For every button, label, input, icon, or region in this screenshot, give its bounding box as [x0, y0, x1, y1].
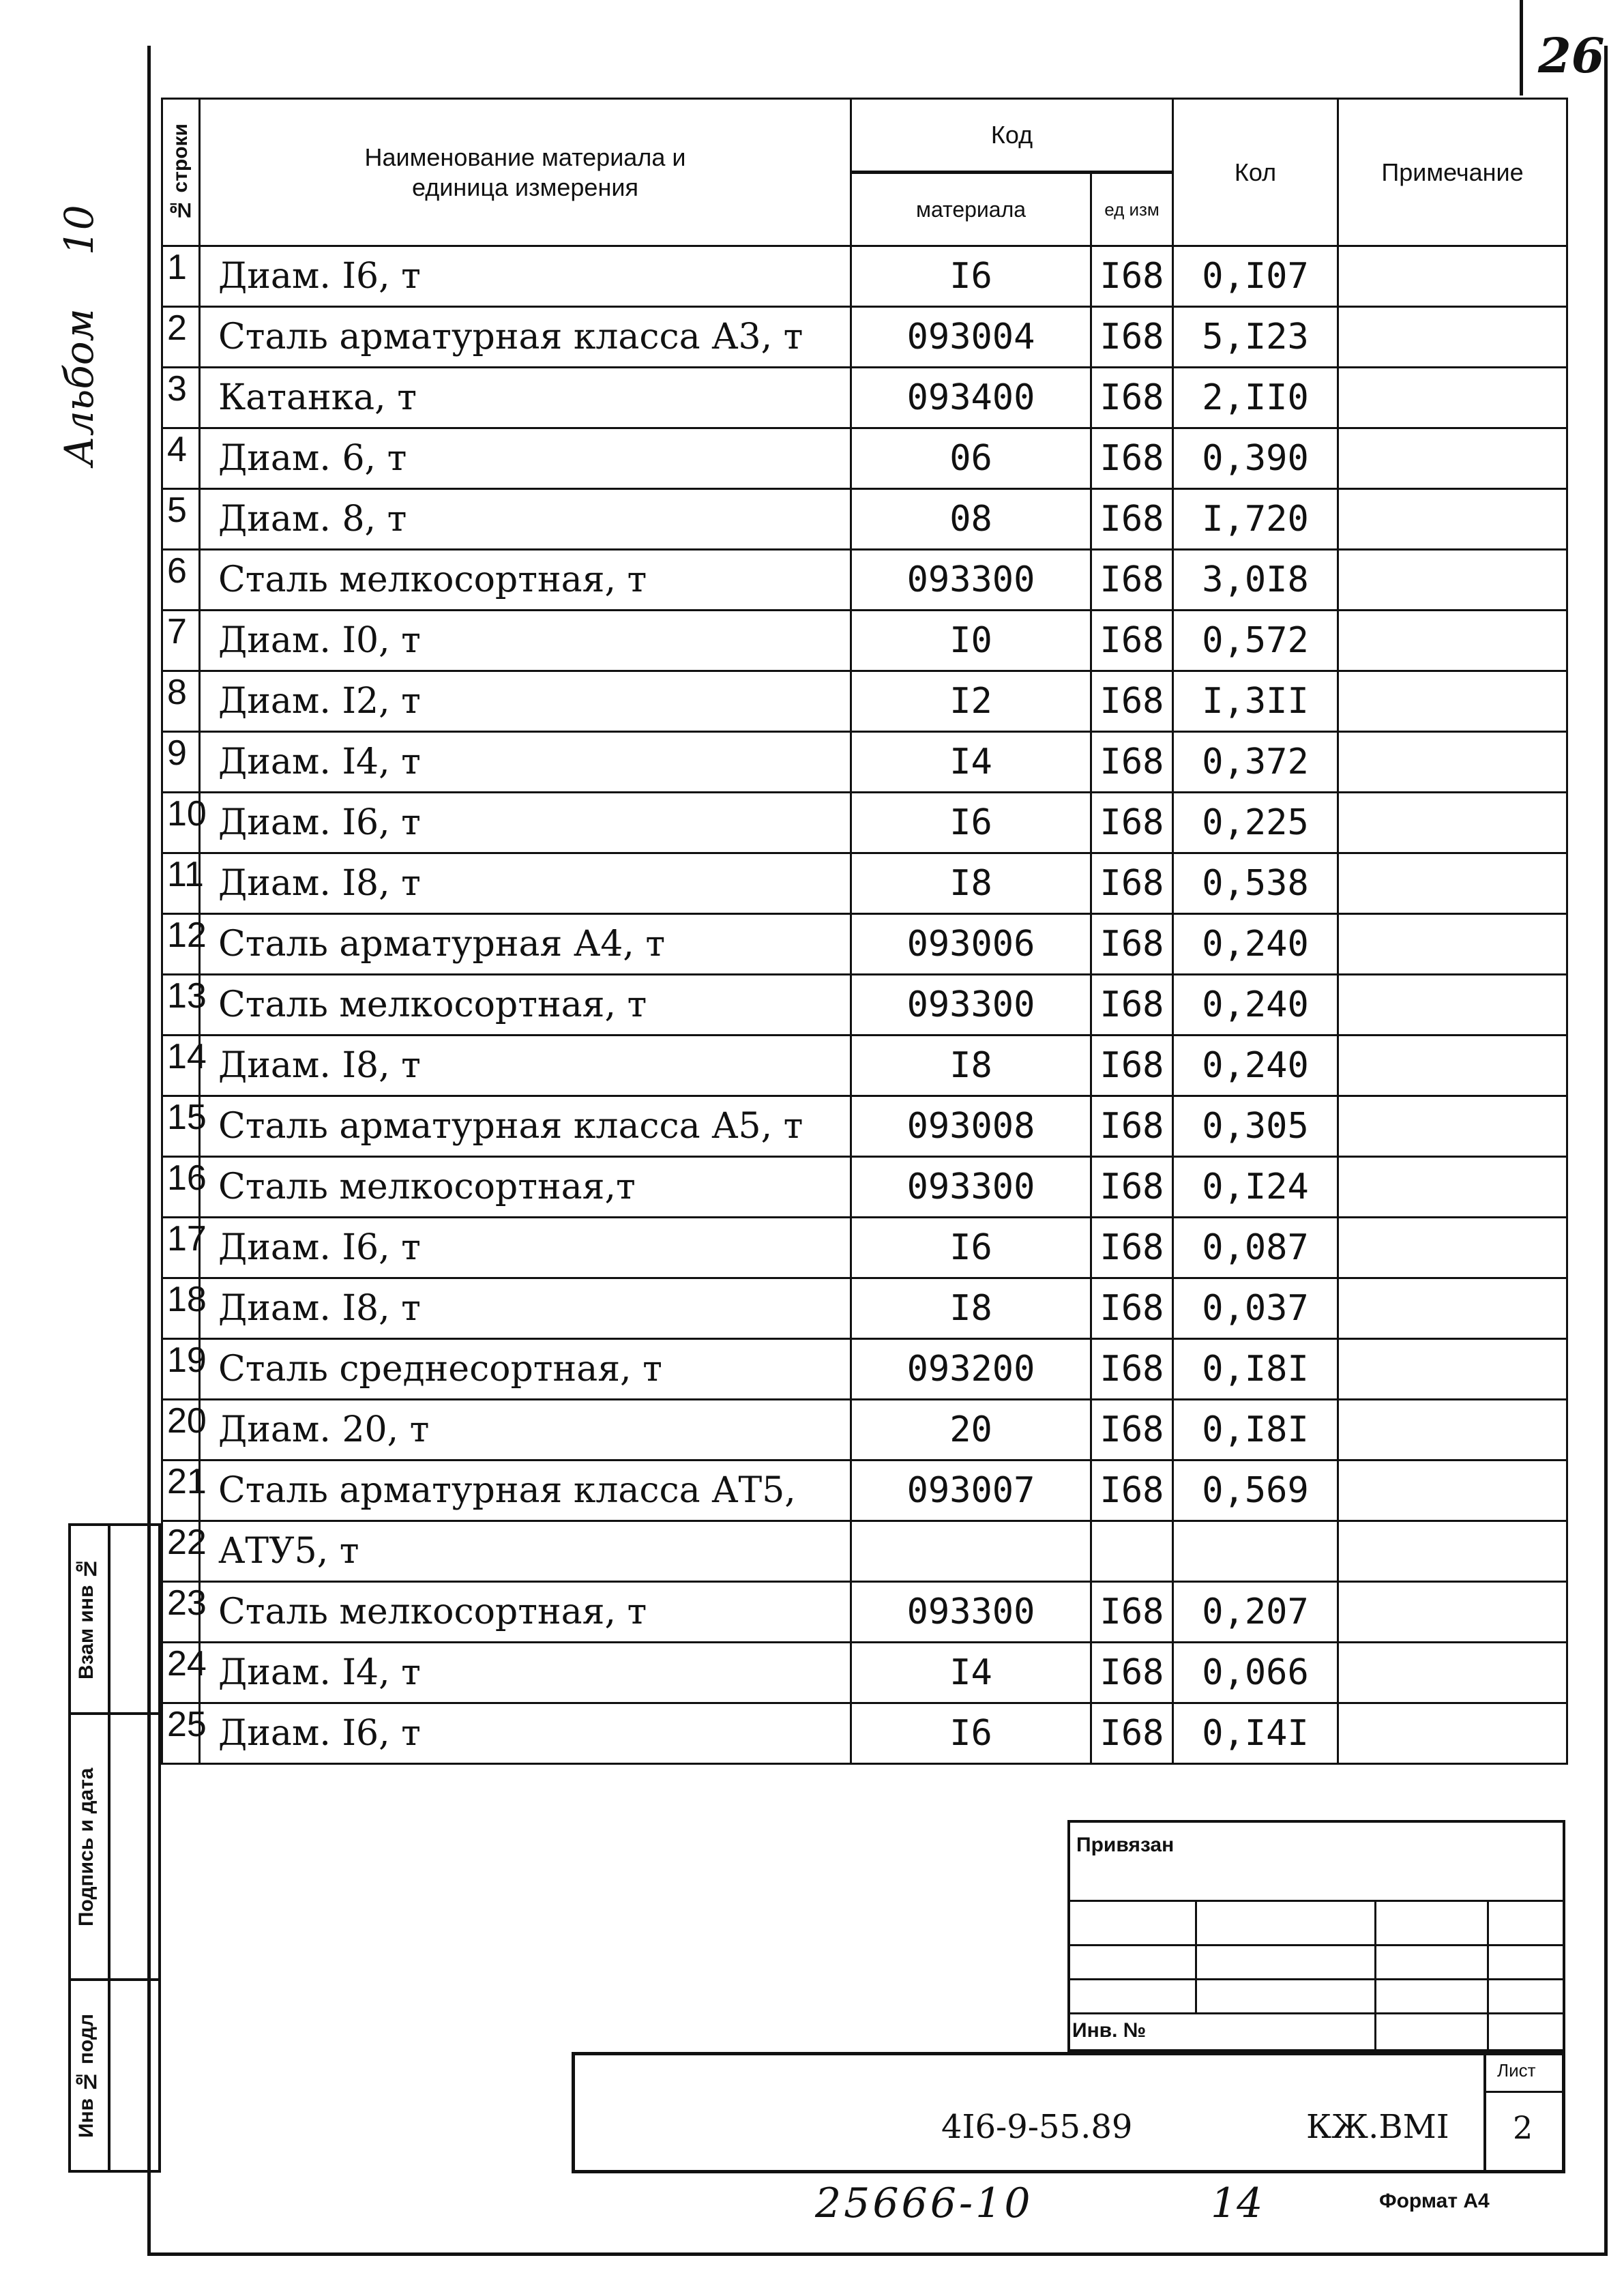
unit-code: I68 [1091, 732, 1173, 793]
side-stamp-podpis: Подпись и дата [75, 1767, 98, 1926]
quantity: I,720 [1173, 489, 1338, 550]
material-name: Диам. I2, т [200, 671, 851, 732]
table-row [162, 246, 1567, 307]
note [1338, 307, 1567, 368]
unit-code: I68 [1091, 246, 1173, 307]
material-spec-table [161, 98, 1568, 1765]
material-name: Диам. I4, т [200, 732, 851, 793]
unit-code: I68 [1091, 550, 1173, 611]
material-code: 093200 [851, 1339, 1091, 1400]
quantity: 0,569 [1173, 1461, 1338, 1521]
note [1338, 246, 1567, 307]
unit-code: I68 [1091, 1339, 1173, 1400]
material-code: 093300 [851, 1157, 1091, 1218]
material-name: Диам. 8, т [200, 489, 851, 550]
table-row [162, 732, 1567, 793]
binding-line-1 [1067, 1900, 1565, 1902]
material-name: Диам. 6, т [200, 428, 851, 489]
note [1338, 550, 1567, 611]
material-name: Диам. I8, т [200, 853, 851, 914]
title-sheet-number: 2 [1513, 2109, 1533, 2146]
unit-code: I68 [1091, 853, 1173, 914]
table-row [162, 1643, 1567, 1703]
material-code: I8 [851, 853, 1091, 914]
material-name: Сталь арматурная А4, т [200, 914, 851, 975]
side-stamp-divider-2 [68, 1978, 161, 1981]
table-row [162, 1096, 1567, 1157]
unit-code: I68 [1091, 1157, 1173, 1218]
material-code: 20 [851, 1400, 1091, 1461]
material-name: Сталь мелкосортная,т [200, 1157, 851, 1218]
row-number: 3 [162, 368, 200, 428]
note [1338, 914, 1567, 975]
unit-code [1091, 1521, 1173, 1582]
material-name: Диам. I6, т [200, 793, 851, 853]
note [1338, 1703, 1567, 1764]
material-name: Диам. I6, т [200, 1218, 851, 1278]
material-code: I2 [851, 671, 1091, 732]
material-code: 093300 [851, 975, 1091, 1036]
row-number: 9 [162, 732, 200, 793]
unit-code: I68 [1091, 1096, 1173, 1157]
material-name: Диам. I8, т [200, 1278, 851, 1339]
quantity: 0,225 [1173, 793, 1338, 853]
unit-code: I68 [1091, 1582, 1173, 1643]
header-code-group: Код [851, 99, 1173, 173]
material-code: 093008 [851, 1096, 1091, 1157]
quantity: 0,207 [1173, 1582, 1338, 1643]
table-row [162, 1218, 1567, 1278]
material-code [851, 1521, 1091, 1582]
title-sheet-label: Лист [1497, 2060, 1536, 2081]
material-name: Диам. I6, т [200, 246, 851, 307]
quantity: 0,I8I [1173, 1339, 1338, 1400]
material-code: I6 [851, 246, 1091, 307]
footer-handwritten-number: 14 [1211, 2179, 1263, 2227]
note [1338, 1339, 1567, 1400]
table-row [162, 914, 1567, 975]
note [1338, 489, 1567, 550]
material-name: Сталь мелкосортная, т [200, 1582, 851, 1643]
material-code: I8 [851, 1278, 1091, 1339]
note [1338, 1521, 1567, 1582]
quantity: 0,372 [1173, 732, 1338, 793]
binding-label: Привязан [1076, 1834, 1175, 1856]
unit-code: I68 [1091, 1461, 1173, 1521]
material-name: Диам. I6, т [200, 1703, 851, 1764]
table-row [162, 1461, 1567, 1521]
side-stamp-inv-podl: Инв № подл [75, 2014, 98, 2138]
row-number: 4 [162, 428, 200, 489]
row-number: 11 [162, 853, 200, 914]
binding-inv-label: Инв. № [1072, 2019, 1147, 2042]
unit-code: I68 [1091, 1218, 1173, 1278]
material-name: Диам. 20, т [200, 1400, 851, 1461]
quantity: 0,I24 [1173, 1157, 1338, 1218]
material-name: Сталь мелкосортная, т [200, 975, 851, 1036]
note [1338, 1157, 1567, 1218]
quantity: 0,572 [1173, 611, 1338, 671]
header-code-unit: ед изм [1091, 173, 1173, 246]
note [1338, 1400, 1567, 1461]
title-sheet-vline [1483, 2052, 1486, 2173]
quantity: 2,II0 [1173, 368, 1338, 428]
table-row [162, 1703, 1567, 1764]
side-stamp-divider-v [108, 1523, 110, 2173]
note [1338, 1461, 1567, 1521]
row-number: 23 [162, 1582, 200, 1643]
row-number: 19 [162, 1339, 200, 1400]
row-number: 20 [162, 1400, 200, 1461]
note [1338, 671, 1567, 732]
binding-vline-1 [1195, 1900, 1197, 2012]
material-name: Сталь среднесортная, т [200, 1339, 851, 1400]
material-code: 093400 [851, 368, 1091, 428]
material-code: 093007 [851, 1461, 1091, 1521]
table-row [162, 793, 1567, 853]
table-row [162, 1278, 1567, 1339]
quantity: 0,I8I [1173, 1400, 1338, 1461]
note [1338, 1643, 1567, 1703]
quantity: 0,538 [1173, 853, 1338, 914]
table-row [162, 1157, 1567, 1218]
material-name: Катанка, т [200, 368, 851, 428]
note [1338, 368, 1567, 428]
row-number: 6 [162, 550, 200, 611]
unit-code: I68 [1091, 1703, 1173, 1764]
note [1338, 793, 1567, 853]
title-sheet-hline [1483, 2091, 1565, 2093]
material-code: I6 [851, 1703, 1091, 1764]
material-code: 093300 [851, 550, 1091, 611]
material-code: I4 [851, 732, 1091, 793]
quantity [1173, 1521, 1338, 1582]
material-code: I6 [851, 793, 1091, 853]
note [1338, 1036, 1567, 1096]
material-code: 06 [851, 428, 1091, 489]
quantity: 0,I4I [1173, 1703, 1338, 1764]
table-row [162, 975, 1567, 1036]
material-name: АТУ5, т [200, 1521, 851, 1582]
note [1338, 1096, 1567, 1157]
unit-code: I68 [1091, 368, 1173, 428]
table-row [162, 307, 1567, 368]
binding-line-3 [1067, 1978, 1565, 1980]
row-number: 12 [162, 914, 200, 975]
table-row [162, 489, 1567, 550]
material-code: I4 [851, 1643, 1091, 1703]
header-name: Наименование материала и единица измерения [200, 99, 851, 246]
title-mark: КЖ.ВМI [1306, 2108, 1449, 2146]
footer-handwritten-code: 25666-10 [815, 2179, 1033, 2227]
table-row [162, 1036, 1567, 1096]
page-number: 26 [1538, 27, 1605, 84]
row-number: 22 [162, 1521, 200, 1582]
note [1338, 975, 1567, 1036]
row-number: 18 [162, 1278, 200, 1339]
unit-code: I68 [1091, 671, 1173, 732]
binding-vline-2 [1374, 1900, 1376, 2052]
footer-format: Формат А4 [1379, 2190, 1490, 2212]
unit-code: I68 [1091, 428, 1173, 489]
material-code: I6 [851, 1218, 1091, 1278]
binding-vline-3 [1487, 1900, 1489, 2052]
unit-code: I68 [1091, 1643, 1173, 1703]
table-body [162, 246, 1567, 1764]
row-number: 10 [162, 793, 200, 853]
note [1338, 1582, 1567, 1643]
header-note: Примечание [1338, 99, 1567, 246]
unit-code: I68 [1091, 489, 1173, 550]
row-number: 7 [162, 611, 200, 671]
binding-line-4 [1067, 2012, 1565, 2014]
material-name: Диам. I4, т [200, 1643, 851, 1703]
unit-code: I68 [1091, 914, 1173, 975]
side-stamp-divider-1 [68, 1712, 161, 1715]
note [1338, 853, 1567, 914]
table-row [162, 1339, 1567, 1400]
note [1338, 732, 1567, 793]
table-row [162, 1521, 1567, 1582]
material-code: I0 [851, 611, 1091, 671]
quantity: 0,037 [1173, 1278, 1338, 1339]
page-number-box [1520, 0, 1529, 96]
material-name: Диам. I0, т [200, 611, 851, 671]
material-code: 093004 [851, 307, 1091, 368]
row-number: 13 [162, 975, 200, 1036]
unit-code: I68 [1091, 611, 1173, 671]
table-row [162, 611, 1567, 671]
material-name: Сталь арматурная класса А5, т [200, 1096, 851, 1157]
quantity: 0,240 [1173, 914, 1338, 975]
unit-code: I68 [1091, 793, 1173, 853]
row-number: 15 [162, 1096, 200, 1157]
quantity: 0,390 [1173, 428, 1338, 489]
header-qty: Кол [1173, 99, 1338, 246]
note [1338, 611, 1567, 671]
header-code-material: материала [851, 173, 1091, 246]
note [1338, 1218, 1567, 1278]
row-number: 5 [162, 489, 200, 550]
quantity: 3,0I8 [1173, 550, 1338, 611]
unit-code: I68 [1091, 1278, 1173, 1339]
material-code: 093300 [851, 1582, 1091, 1643]
material-code: 08 [851, 489, 1091, 550]
title-doc-code: 4I6-9-55.89 [941, 2108, 1133, 2146]
row-number: 17 [162, 1218, 200, 1278]
material-code: 093006 [851, 914, 1091, 975]
material-code: I8 [851, 1036, 1091, 1096]
table-row [162, 368, 1567, 428]
table-row [162, 1400, 1567, 1461]
material-name: Сталь арматурная класса АТ5, [200, 1461, 851, 1521]
table-row [162, 853, 1567, 914]
row-number: 1 [162, 246, 200, 307]
table-row [162, 671, 1567, 732]
row-number: 14 [162, 1036, 200, 1096]
quantity: 0,305 [1173, 1096, 1338, 1157]
unit-code: I68 [1091, 307, 1173, 368]
unit-code: I68 [1091, 1400, 1173, 1461]
album-label [56, 205, 102, 466]
album-number: 10 [56, 205, 102, 255]
header-row-no-text: № строки [169, 123, 192, 221]
note [1338, 428, 1567, 489]
row-number: 25 [162, 1703, 200, 1764]
row-number: 21 [162, 1461, 200, 1521]
material-name: Сталь арматурная класса А3, т [200, 307, 851, 368]
row-number: 16 [162, 1157, 200, 1218]
table-row [162, 550, 1567, 611]
quantity: 0,240 [1173, 1036, 1338, 1096]
quantity: 0,I07 [1173, 246, 1338, 307]
unit-code: I68 [1091, 975, 1173, 1036]
unit-code: I68 [1091, 1036, 1173, 1096]
material-name: Диам. I8, т [200, 1036, 851, 1096]
binding-line-2 [1067, 1944, 1565, 1946]
quantity: 0,066 [1173, 1643, 1338, 1703]
material-name: Сталь мелкосортная, т [200, 550, 851, 611]
quantity: 0,087 [1173, 1218, 1338, 1278]
side-stamp-vzam: Взам инв № [75, 1557, 98, 1680]
row-number: 24 [162, 1643, 200, 1703]
quantity: 0,240 [1173, 975, 1338, 1036]
quantity: I,3II [1173, 671, 1338, 732]
table-row [162, 1582, 1567, 1643]
table-row [162, 428, 1567, 489]
album-label-text: Альбом [56, 308, 102, 467]
header-row-no [162, 99, 200, 246]
row-number: 8 [162, 671, 200, 732]
quantity: 5,I23 [1173, 307, 1338, 368]
row-number: 2 [162, 307, 200, 368]
note [1338, 1278, 1567, 1339]
